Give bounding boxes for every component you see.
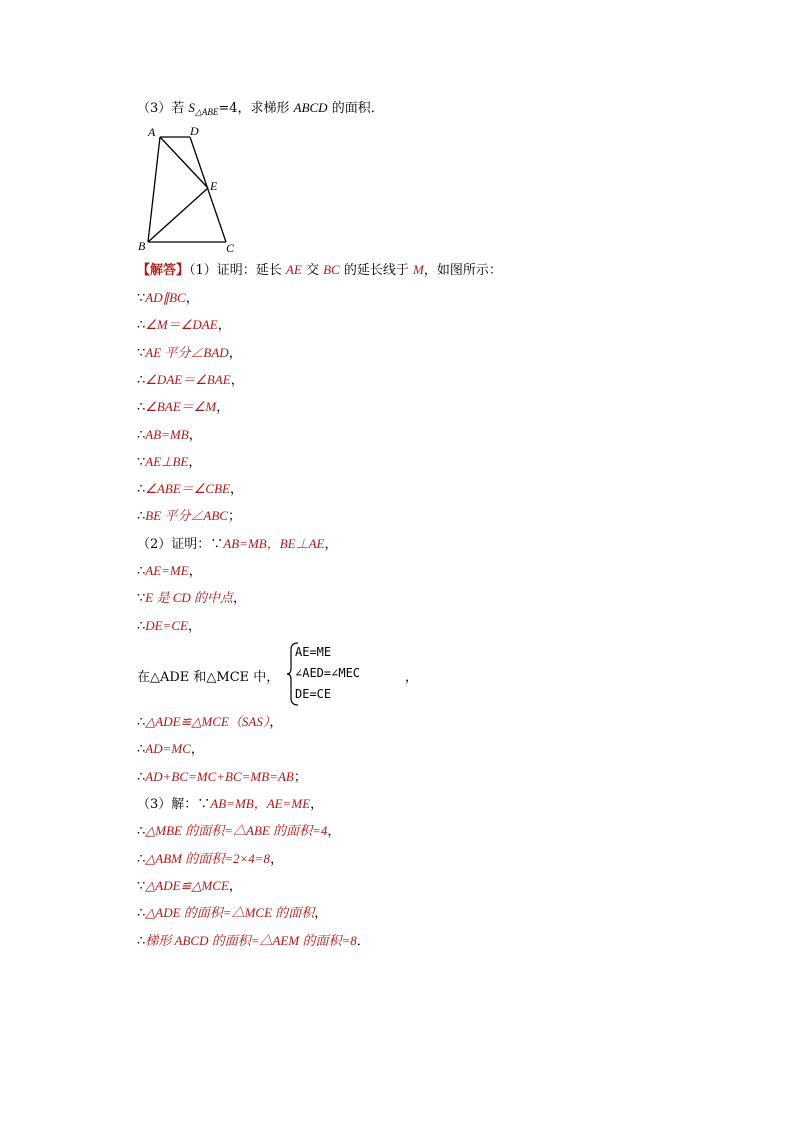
equation: AE=ME — [295, 645, 332, 659]
proof-step: ∵E 是 CD 的中点， — [137, 590, 247, 606]
proof-step: ∵AD∥BC， — [137, 290, 199, 306]
proof-step: ∴AD=MC， — [137, 741, 204, 757]
segment-BE — [148, 188, 208, 242]
proof-step: ∴∠M＝∠DAE， — [137, 317, 231, 333]
proof-step: ∴梯形 ABCD 的面积=△AEM 的面积=8． — [137, 933, 370, 949]
proof-step: ∴DE=CE， — [137, 618, 202, 634]
answer-part3-heading: （3）解：∵AB=MB，AE=ME， — [137, 796, 324, 812]
equation: DE=CE — [295, 687, 332, 701]
proof-step: ∴BE 平分∠ABC； — [137, 508, 241, 524]
system-label: 在△ADE 和△MCE 中， — [137, 670, 280, 685]
proof-step: ∴AE=ME， — [137, 563, 202, 579]
segment-AE — [160, 137, 208, 188]
proof-step: ∴∠ABE＝∠CBE， — [137, 481, 243, 497]
proof-step: ∴AD+BC=MC+BC=MB=AB； — [137, 769, 307, 785]
proof-step: ∴△ADE≌△MCE（SAS）， — [137, 714, 283, 730]
trapezoid-figure — [130, 120, 250, 260]
system-equations — [295, 642, 360, 705]
segment-DC — [190, 137, 226, 242]
proof-step: ∴△MBE 的面积=△ABE 的面积=4， — [137, 823, 341, 839]
proof-step: ∴∠DAE＝∠BAE， — [137, 372, 244, 388]
label-C: C — [226, 241, 235, 255]
answer-part2-heading: （2）证明：∵AB=MB，BE⊥AE， — [137, 536, 338, 552]
label-E: E — [210, 179, 218, 193]
proof-step: ∵AE⊥BE， — [137, 454, 202, 470]
proof-step: ∵AE 平分∠BAD， — [137, 345, 242, 361]
proof-step: ∴∠BAE＝∠M， — [137, 399, 230, 415]
label-D: D — [190, 124, 199, 138]
label-B: B — [138, 239, 146, 253]
proof-step: ∴AB=MB， — [137, 427, 202, 443]
document-page: （3）若 $S_{\triangle ABE}=4$，求梯形 ABCD 的面积． A D E B C 【解答】（1）证明：延长 AE 交 BC 的延长线于 M，如图所示： ∵AD∥BC， ∴∠M＝∠DAE， ∵AE 平分∠BAD， ∴∠DAE＝∠BAE， ∴∠BAE＝∠M， ∴AB=MB， ∵AE⊥BE， ∴∠ABE＝∠CBE， ∴BE 平分∠ABC； （2）证明：∵AB=MB，BE⊥AE， ∴AE=ME， ∵E 是 CD 的中点， ∴DE=CE， 在△ADE 和△MCE 中， AE=ME ∠AED=∠MEC DE=CE ， ∴△ADE≌△MCE（SAS）， ∴AD=MC， ∴AD+BC=MC+BC=MB=AB； （3）解：∵AB=MB，AE=ME， ∴△MBE 的面积=△ABE 的面积=4， ∴△ABM 的面积=2×4=8， ∵△ADE≌△MCE， ∴△ADE 的面积=△MCE 的面积， ∴梯形 ABCD 的面积=△AEM 的面积=8． — [0, 0, 794, 1123]
segment-AB — [148, 137, 160, 242]
equation: ∠AED=∠MEC — [295, 666, 361, 680]
proof-step: ∴△ADE 的面积=△MCE 的面积， — [137, 905, 328, 921]
proof-step: ∵△ADE≌△MCE， — [137, 878, 242, 894]
question-3: （3）若 $S_{\triangle ABE}=4$，求梯形 ABCD 的面积． — [137, 100, 384, 117]
answer-part1-heading: 【解答】（1）证明：延长 AE 交 BC 的延长线于 M，如图所示： — [137, 262, 502, 278]
proof-step: ∴△ABM 的面积=2×4=8， — [137, 851, 284, 867]
label-A: A — [148, 125, 156, 139]
